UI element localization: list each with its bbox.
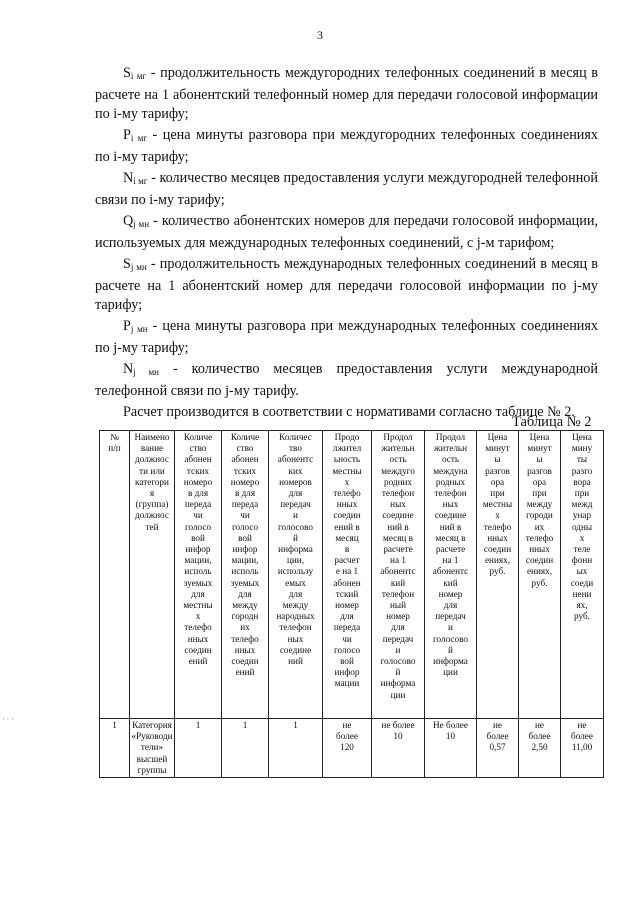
- table-cell: Не более 10: [425, 719, 477, 778]
- definition-subscript: j мн: [130, 324, 148, 334]
- table-cell: не более 10: [372, 719, 425, 778]
- table-header-cell: Количес тво абонентс ких номеров для передач и голосово й информа ции, использу емых для между народных телефон ных соедине ний: [269, 431, 323, 719]
- definition-paragraph: [95, 126, 598, 167]
- table-header-cell: Цена минут ы разгов ора при местны х телефо нных соедин ениях, руб.: [477, 431, 519, 719]
- definition-symbol: S: [123, 65, 131, 81]
- definition-text: - цена минуты разговора при междугородних телефонных соединениях по i-му тарифу;: [95, 127, 599, 165]
- definition-symbol: Q: [123, 213, 134, 229]
- margin-mark: · · ·: [2, 715, 14, 724]
- definition-paragraph: [95, 360, 598, 401]
- table-cell: 1: [269, 719, 323, 778]
- table-header-cell: № п/п: [100, 431, 130, 719]
- table-cell: 1: [100, 719, 130, 778]
- definition-subscript: i мг: [133, 176, 148, 186]
- definition-paragraph: [95, 169, 598, 210]
- definition-text: - количество месяцев предоставления услуги междугородней телефонной связи по i-му тарифу;: [95, 170, 598, 208]
- definition-symbol: P: [123, 127, 131, 143]
- definition-paragraph: [95, 255, 598, 315]
- table-cell: не более 120: [323, 719, 372, 778]
- definition-symbol: S: [123, 256, 131, 272]
- definition-symbol: N: [123, 170, 134, 186]
- table-header-cell: Цена мину ты разго вора при межд унар одны х теле фонн ых соеди нени ях, руб.: [561, 431, 604, 719]
- definition-subscript: i мг: [130, 71, 147, 81]
- table-header-row: [100, 431, 604, 719]
- table-header-cell: Продо лжител ьность местны х телефо нных соедин ений в месяц в расчет е на 1 абонен тский номер для переда чи голосо вой инфор мации: [323, 431, 372, 719]
- table-cell: 1: [222, 719, 269, 778]
- definition-symbol: N: [123, 361, 134, 377]
- definition-text: - количество месяцев предоставления услуги международной телефонной связи по j-му тарифу.: [95, 361, 598, 399]
- table-header-cell: Продол жительн ость междуна родных телефон ных соедине ний в месяц в расчете на 1 абонентс кий номер для передач и голосово й информа ции: [425, 431, 477, 719]
- table-header-cell: Цена минут ы разгов ора при между городи их телефо нных соедин ениях, руб.: [519, 431, 561, 719]
- definition-symbol: P: [123, 318, 131, 334]
- closing-text: Расчет производится в соответствии с нормативами согласно таблице № 2.: [123, 404, 575, 420]
- definition-text: - продолжительность международных телефонных соединений в месяц в расчете на 1 абонентский номер для передачи голосовой информации по j-му тарифу;: [95, 256, 598, 313]
- table-header-cell: Количе ство абонен тских номеро в для переда чи голосо вой инфор мации, исполь зуемых для местны х телефо нных соедин ений: [175, 431, 222, 719]
- table-cell: не более 11,00: [561, 719, 604, 778]
- definition-text: - цена минуты разговора при международных телефонных соединениях по j-му тарифу;: [95, 318, 598, 356]
- definition-paragraph: [95, 212, 598, 253]
- definition-text: - продолжительность междугородних телефонных соединений в месяц в расчете на 1 абонентский телефонный номер для передачи голосовой информации по i-му тарифу;: [95, 65, 599, 122]
- table-header-cell: Продол жительн ость междуго родних телефон ных соедине ний в месяц в расчете на 1 абонентс кий телефон ный номер для передач и голосово й информа ции: [372, 431, 425, 719]
- table-row: [100, 719, 604, 778]
- table-cell: 1: [175, 719, 222, 778]
- table-caption: Таблица № 2: [512, 414, 592, 430]
- table-cell: Категория «Руководи тели» высшей группы: [130, 719, 175, 778]
- definition-paragraph: [95, 317, 598, 358]
- definition-text: - количество абонентских номеров для передачи голосовой информации, используемых для международных телефонных соединений, с j-м тарифом;: [95, 213, 598, 251]
- table-cell: не более 2,50: [519, 719, 561, 778]
- norms-table: [99, 430, 604, 778]
- table-cell: не более 0,57: [477, 719, 519, 778]
- definition-subscript: j мн: [130, 262, 147, 272]
- definition-paragraph: [95, 64, 598, 124]
- definition-subscript: i мг: [130, 133, 147, 143]
- page-number: 3: [317, 28, 323, 42]
- table-body: [100, 719, 604, 778]
- table-header-cell: Наимено вание должнос ти или категори я (группа) должнос тей: [130, 431, 175, 719]
- definition-subscript: j мн: [133, 219, 150, 229]
- definition-subscript: j мн: [133, 367, 159, 377]
- definitions-block: [95, 64, 598, 424]
- table-header-cell: Количе ство абонен тских номеро в для переда чи голосо вой инфор мации, исполь зуемых для между городн их телефо нных соедин ений: [222, 431, 269, 719]
